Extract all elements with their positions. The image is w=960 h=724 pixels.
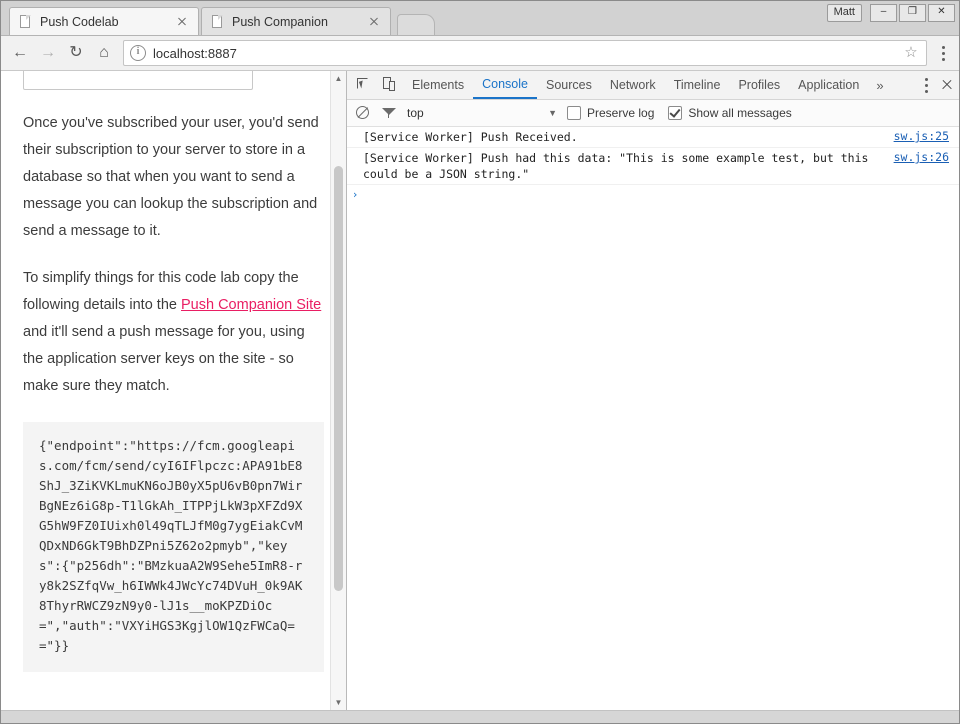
tab-profiles[interactable]: Profiles xyxy=(738,77,781,92)
paragraph-text-before: To simplify things for this code lab copy the following details into the xyxy=(23,270,299,313)
console-message xyxy=(347,148,959,185)
console-message-source-link[interactable]: sw.js:26 xyxy=(893,150,949,164)
preserve-log-checkbox[interactable] xyxy=(567,106,654,120)
preserve-log-label: Preserve log xyxy=(587,106,655,120)
user-chip[interactable]: Matt xyxy=(827,4,862,22)
execution-context-value: top xyxy=(407,106,424,120)
filter-icon[interactable] xyxy=(379,103,399,123)
tab-push-companion[interactable] xyxy=(201,7,391,35)
console-message-text: [Service Worker] Push Received. xyxy=(363,130,578,144)
execution-context-select[interactable] xyxy=(407,106,567,120)
toggle-device-toolbar-icon[interactable] xyxy=(377,72,403,98)
subscription-json-block: {"endpoint":"https://fcm.googleapis.com/fcm/send/cyI6IFlpczc:APA91bE8ShJ_3ZiKVKLmuKN6oJB0yX5pU6vB0pn7WirBgNEz6iG8p-T1lGkAh_ITPPjLkW3pXFZd9XG5hW9FZ0IUixh0l49qTLJfM0g7ygEiakCvMQDxND6GkT9BhDZPni5Z62o2pmyb","keys":{"p256dh":"BMzkuaA2W9Sehe5ImR8-ry8k2SZfqVw_h6IWWk4JWcYc74DVuH_0k9AK8ThyrRWCZ9zN9y0-lJ1s__moKPZDiOc=","auth":"VXYiHGS3KgjlOW1QzFWCaQ=="}} xyxy=(23,422,324,672)
maximize-icon: ❐ xyxy=(908,6,917,17)
reload-button[interactable]: ↻ xyxy=(69,44,83,61)
window-controls xyxy=(827,4,955,22)
home-button[interactable]: ⌂ xyxy=(99,44,109,61)
address-bar[interactable] xyxy=(123,40,927,66)
back-button[interactable]: ← xyxy=(12,44,28,61)
tab-timeline[interactable]: Timeline xyxy=(673,77,721,92)
minimize-button[interactable] xyxy=(870,4,897,22)
close-window-button[interactable] xyxy=(928,4,955,22)
checkbox-box[interactable] xyxy=(668,106,682,120)
console-message-list[interactable] xyxy=(347,127,959,710)
push-companion-site-link[interactable]: Push Companion Site xyxy=(181,297,322,313)
scrollbar-thumb[interactable] xyxy=(334,166,343,591)
tab-push-codelab[interactable] xyxy=(9,7,199,35)
more-tabs-icon[interactable]: » xyxy=(876,77,884,93)
web-page-pane xyxy=(1,71,347,710)
content-area xyxy=(1,71,959,710)
new-tab-button[interactable] xyxy=(397,14,435,35)
url-text[interactable]: localhost:8887 xyxy=(153,45,237,61)
page-icon xyxy=(20,15,33,29)
console-message-source-link[interactable]: sw.js:25 xyxy=(893,129,949,143)
browser-toolbar xyxy=(1,36,959,71)
show-all-messages-label: Show all messages xyxy=(688,106,792,120)
checkbox-box[interactable] xyxy=(567,106,581,120)
devtools-tabbar xyxy=(347,71,959,100)
tab-elements[interactable]: Elements xyxy=(412,77,465,92)
show-all-messages-checkbox[interactable] xyxy=(668,106,791,120)
chevron-down-icon: ▼ xyxy=(548,108,557,118)
tab-network[interactable]: Network xyxy=(609,77,656,92)
tab-title: Push Companion xyxy=(232,14,328,29)
forward-button[interactable]: → xyxy=(40,44,56,61)
prompt-caret-icon: › xyxy=(351,188,359,201)
close-devtools-icon[interactable] xyxy=(935,72,959,98)
chrome-menu-icon[interactable] xyxy=(933,41,953,65)
console-message-text: [Service Worker] Push had this data: "This is some example test, but this could be a JSON string." xyxy=(363,151,876,181)
clear-console-icon[interactable] xyxy=(353,103,373,123)
window-bottom-strip xyxy=(1,710,959,723)
page-icon xyxy=(212,15,225,29)
tab-strip xyxy=(1,1,959,36)
paragraph-companion-site xyxy=(23,265,324,400)
console-prompt[interactable] xyxy=(347,185,959,204)
minimize-icon: – xyxy=(880,6,887,17)
inspect-element-icon[interactable] xyxy=(351,72,377,98)
close-icon[interactable] xyxy=(174,14,190,30)
maximize-button[interactable] xyxy=(899,4,926,22)
devtools-panel xyxy=(347,71,959,710)
tab-sources[interactable]: Sources xyxy=(545,77,592,92)
close-icon: ✕ xyxy=(937,6,946,17)
console-message xyxy=(347,127,959,148)
tab-application[interactable]: Application xyxy=(798,77,860,92)
tab-title: Push Codelab xyxy=(40,14,119,29)
page-content xyxy=(1,71,346,672)
scroll-down-icon[interactable]: ▼ xyxy=(334,698,343,707)
console-toolbar xyxy=(347,100,959,127)
paragraph-subscription-explanation: Once you've subscribed your user, you'd send their subscription to your server to store in a database so that when you want to send a message you can lookup the subscription and send a message to it. xyxy=(23,115,319,239)
scroll-up-icon[interactable]: ▲ xyxy=(334,74,343,83)
close-icon[interactable] xyxy=(366,14,382,30)
paragraph-text-after: and it'll send a push message for you, using the application server keys on the site - so make sure they match. xyxy=(23,324,305,394)
devtools-menu-icon[interactable] xyxy=(917,72,935,98)
bookmark-star-icon[interactable]: ☆ xyxy=(904,44,918,61)
page-scrollbar[interactable] xyxy=(330,71,346,710)
site-info-icon[interactable]: i xyxy=(130,45,146,61)
disable-push-messaging-button[interactable] xyxy=(23,71,253,90)
tab-console[interactable]: Console xyxy=(473,71,537,99)
